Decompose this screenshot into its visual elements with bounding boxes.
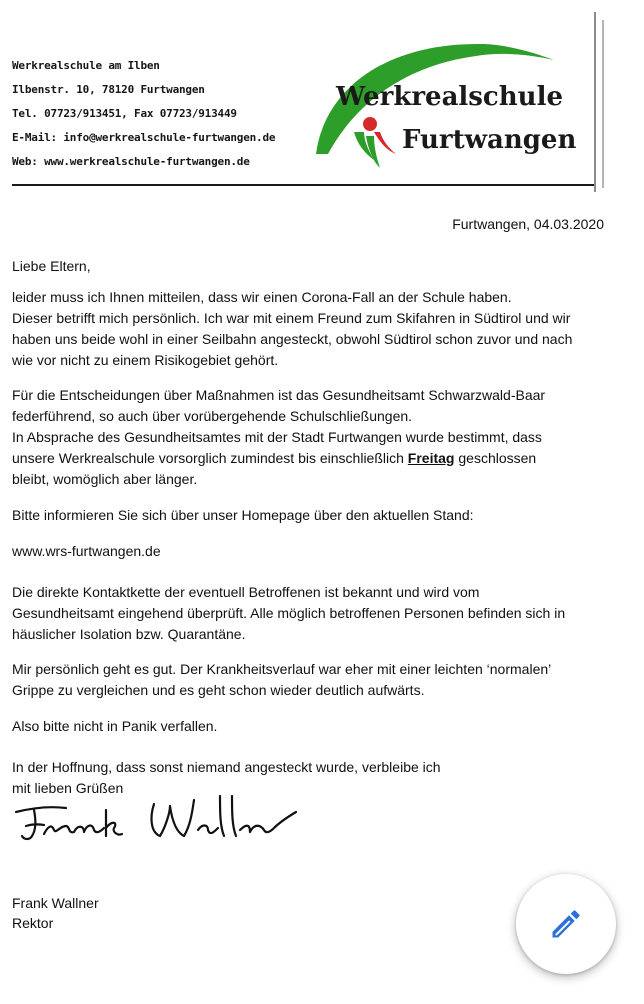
sender-name: Frank Wallner — [12, 895, 99, 911]
pencil-icon — [548, 906, 584, 942]
closing-line: In der Hoffnung, dass sonst niemand angesteckt wurde, verbleibe ich — [12, 759, 441, 775]
paragraph-4-line: häuslicher Isolation bzw. Quarantäne. — [12, 626, 246, 642]
school-name: Werkrealschule am Ilben — [12, 59, 160, 72]
letterhead-divider — [12, 184, 594, 186]
closing-line: mit lieben Grüßen — [12, 780, 124, 796]
paragraph-1-line: Dieser betrifft mich persönlich. Ich war mit einem Freund zum Skifahren in Südtirol und wir — [12, 310, 571, 326]
school-email: E-Mail: info@werkrealschule-furtwangen.de — [12, 131, 276, 144]
letter-date: Furtwangen, 04.03.2020 — [452, 216, 604, 232]
logo-title-line2: Furtwangen — [402, 125, 577, 155]
emphasis-friday: Freitag — [407, 450, 455, 466]
paragraph-5-line: Mir persönlich geht es gut. Der Krankheitsverlauf war eher mit einer leichten ‘normalen’ — [12, 661, 552, 677]
scan-edge-line — [602, 20, 604, 188]
paragraph-2-line: bleibt, womöglich aber länger. — [12, 471, 198, 487]
paragraph-1-line: wie vor nicht zu einem Risikogebiet gehört. — [12, 352, 279, 368]
paragraph-4-line: Die direkte Kontaktkette der eventuell Betroffenen ist bekannt und wird vom — [12, 584, 480, 600]
school-logo — [262, 28, 594, 178]
school-web: Web: www.werkrealschule-furtwangen.de — [12, 155, 250, 168]
school-phone-fax: Tel. 07723/913451, Fax 07723/913449 — [12, 107, 237, 120]
paragraph-1-line: leider muss ich Ihnen mitteilen, dass wir einen Corona-Fall an der Schule haben. — [12, 289, 512, 305]
school-address: Ilbenstr. 10, 78120 Furtwangen — [12, 83, 205, 96]
logo-figure-head — [363, 117, 377, 131]
greeting: Liebe Eltern, — [12, 258, 91, 274]
paragraph-2-line: federführend, so auch über vorübergehende Schulschließungen. — [12, 408, 413, 424]
paragraph-2-line: Für die Entscheidungen über Maßnahmen ist das Gesundheitsamt Schwarzwald-Baar — [12, 387, 546, 403]
paragraph-2-text: unsere Werkrealschule vorsorglich zumindest bis einschließlich — [12, 450, 408, 466]
scan-edge-line — [594, 12, 596, 192]
paragraph-5-line: Grippe zu vergleichen und es geht schon wieder deutlich aufwärts. — [12, 682, 425, 698]
logo-title-line1: Werkrealschule — [336, 82, 563, 112]
paragraph-2-line — [12, 448, 536, 469]
sender-title: Rektor — [12, 915, 54, 931]
paragraph-3: Bitte informieren Sie sich über unser Homepage über den aktuellen Stand: — [12, 507, 474, 523]
paragraph-4-line: Gesundheitsamt eingehend überprüft. Alle möglich betroffenen Personen befinden sich in — [12, 605, 566, 621]
paragraph-6: Also bitte nicht in Panik verfallen. — [12, 718, 218, 734]
paragraph-1-line: haben uns beide wohl in einer Seilbahn angesteckt, obwohl Südtirol schon zuvor und nach — [12, 331, 573, 347]
edit-fab-button[interactable] — [516, 874, 616, 974]
paragraph-2-text: geschlossen — [454, 450, 537, 466]
paragraph-2-line: In Absprache des Gesundheitsamtes mit der Stadt Furtwangen wurde bestimmt, dass — [12, 429, 542, 445]
homepage-url: www.wrs-furtwangen.de — [12, 543, 161, 559]
handwritten-signature — [14, 790, 304, 850]
